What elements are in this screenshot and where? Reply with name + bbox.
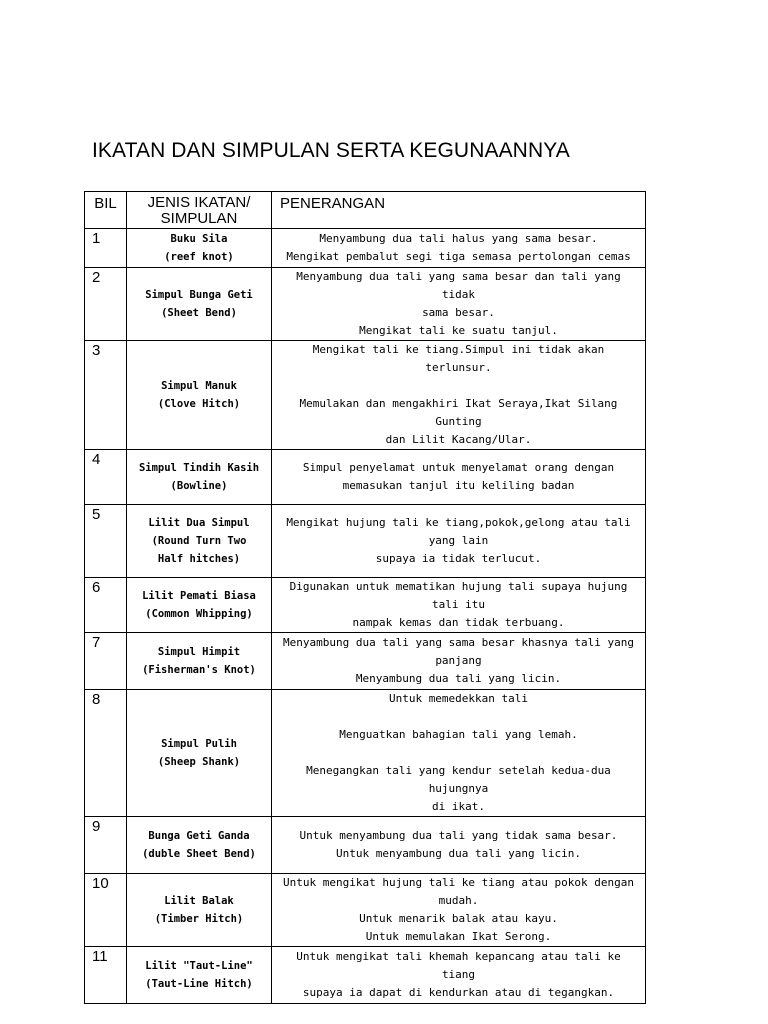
knot-name-cell xyxy=(127,947,272,1004)
knot-name-line: (Bowline) xyxy=(170,480,228,492)
table-row xyxy=(85,947,646,1004)
description-cell xyxy=(272,341,646,450)
description-line: Untuk mengikat tali khemah kepancang atau tali ke tiang xyxy=(296,950,621,981)
row-number: 3 xyxy=(85,341,127,450)
description-line: Untuk menyambung dua tali yang licin. xyxy=(335,847,582,860)
knot-name-line: (Clove Hitch) xyxy=(157,398,241,410)
description-line: Mengikat hujung tali ke tiang,pokok,gelong atau tali yang lain xyxy=(286,516,631,547)
table-row xyxy=(85,817,646,874)
knot-name-line: Lilit Balak xyxy=(164,895,234,907)
knot-name-line: (Taut-Line Hitch) xyxy=(145,978,253,990)
description-line: Mengikat tali ke tiang.Simpul ini tidak akan terlunsur. xyxy=(312,343,605,374)
description-cell xyxy=(272,874,646,947)
table-row xyxy=(85,268,646,341)
knot-name-cell xyxy=(127,817,272,874)
table-row xyxy=(85,633,646,690)
knot-name-cell xyxy=(127,450,272,505)
table-row xyxy=(85,874,646,947)
row-number: 4 xyxy=(85,450,127,505)
description-spacer xyxy=(278,744,639,762)
knot-name-line: Simpul Himpit xyxy=(157,646,241,658)
knot-name-cell xyxy=(127,578,272,633)
knot-name-line: (duble Sheet Bend) xyxy=(142,848,256,860)
description-line: Mengikat pembalut segi tiga semasa pertolongan cemas xyxy=(286,250,631,263)
knot-name-line: Half hitches) xyxy=(157,553,241,565)
description-line: Menyambung dua tali yang sama besar khasnya tali yang xyxy=(283,636,634,649)
row-number: 5 xyxy=(85,505,127,578)
row-number: 8 xyxy=(85,690,127,817)
description-line: Simpul penyelamat untuk menyelamat orang dengan xyxy=(302,461,615,474)
knot-name-line: (Round Turn Two xyxy=(151,535,247,547)
knots-table xyxy=(84,191,646,1004)
row-number: 9 xyxy=(85,817,127,874)
knot-name-line: (Common Whipping) xyxy=(145,608,253,620)
description-spacer xyxy=(278,708,639,726)
knot-name-line: Simpul Manuk xyxy=(161,380,237,392)
table-row xyxy=(85,341,646,450)
description-line: mudah. xyxy=(438,894,479,907)
description-cell xyxy=(272,268,646,341)
description-line: Untuk menarik balak atau kayu. xyxy=(359,912,558,925)
description-line: Menyambung dua tali yang sama besar dan tali yang tidak xyxy=(296,270,621,301)
description-line: Menguatkan bahagian tali yang lemah. xyxy=(339,728,578,741)
knot-name-line: Simpul Tindih Kasih xyxy=(138,462,260,474)
header-penerangan: PENERANGAN xyxy=(272,192,646,229)
description-line: memasukan tanjul itu keliling badan xyxy=(342,479,575,492)
knot-name-line: Lilit Pemati Biasa xyxy=(142,590,256,602)
table-row xyxy=(85,690,646,817)
description-line: Menyambung dua tali halus yang sama besar. xyxy=(319,232,598,245)
description-line: Untuk memulakan Ikat Serong. xyxy=(365,930,552,943)
description-cell xyxy=(272,690,646,817)
description-cell xyxy=(272,633,646,690)
description-line: dan Lilit Kacang/Ular. xyxy=(385,433,532,446)
table-header-row xyxy=(85,192,646,229)
description-line: Untuk mengikat hujung tali ke tiang atau pokok dengan xyxy=(283,876,634,889)
row-number: 6 xyxy=(85,578,127,633)
knot-name-line: (Sheep Shank) xyxy=(157,756,241,768)
page-title: IKATAN DAN SIMPULAN SERTA KEGUNAANNYA xyxy=(92,139,570,162)
description-line: nampak kemas dan tidak terbuang. xyxy=(352,616,565,629)
knot-name-line: Buku Sila xyxy=(170,233,228,245)
row-number: 7 xyxy=(85,633,127,690)
description-line: panjang xyxy=(435,654,482,667)
description-cell xyxy=(272,450,646,505)
row-number: 1 xyxy=(85,229,127,268)
description-cell xyxy=(272,229,646,268)
knot-name-cell xyxy=(127,874,272,947)
knot-name-cell xyxy=(127,268,272,341)
knot-name-line: (reef knot) xyxy=(164,251,234,263)
description-cell xyxy=(272,817,646,874)
description-cell xyxy=(272,947,646,1004)
knot-name-line: Lilit "Taut-Line" xyxy=(145,960,253,972)
knot-name-line: (Sheet Bend) xyxy=(161,307,237,319)
knot-name-cell xyxy=(127,229,272,268)
knot-name-line: (Timber Hitch) xyxy=(154,913,244,925)
table-body xyxy=(85,229,646,1004)
table-row xyxy=(85,505,646,578)
row-number: 10 xyxy=(85,874,127,947)
description-line: di ikat. xyxy=(432,800,485,813)
description-line: Menyambung dua tali yang licin. xyxy=(355,672,562,685)
description-line: Untuk menyambung dua tali yang tidak sama besar. xyxy=(299,829,618,842)
knot-name-line: Simpul Bunga Geti xyxy=(145,289,253,301)
header-jenis-line2: SIMPULAN xyxy=(160,210,238,227)
description-line: Untuk memedekkan tali xyxy=(388,692,529,705)
knot-name-cell xyxy=(127,505,272,578)
header-jenis-line1: JENIS IKATAN/ xyxy=(147,194,251,211)
knot-name-cell xyxy=(127,690,272,817)
knot-name-line: Simpul Pulih xyxy=(161,738,237,750)
knot-name-cell xyxy=(127,341,272,450)
knot-name-line: (Fisherman's Knot) xyxy=(142,664,256,676)
table-row xyxy=(85,450,646,505)
header-bil: BIL xyxy=(85,192,127,229)
knot-name-line: Bunga Geti Ganda xyxy=(148,830,250,842)
description-spacer xyxy=(278,377,639,395)
header-jenis xyxy=(127,192,272,229)
knot-name-cell xyxy=(127,633,272,690)
table-row xyxy=(85,229,646,268)
row-number: 11 xyxy=(85,947,127,1004)
description-line: Menegangkan tali yang kendur setelah kedua-dua hujungnya xyxy=(306,764,611,795)
description-line: Mengikat tali ke suatu tanjul. xyxy=(359,324,558,337)
description-line: supaya ia tidak terlucut. xyxy=(375,552,542,565)
knot-name-line: Lilit Dua Simpul xyxy=(148,517,250,529)
description-line: sama besar. xyxy=(422,306,495,319)
description-line: Digunakan untuk mematikan hujung tali supaya hujung tali itu xyxy=(289,580,628,611)
description-line: supaya ia dapat di kendurkan atau di tegangkan. xyxy=(302,986,615,999)
row-number: 2 xyxy=(85,268,127,341)
description-cell xyxy=(272,505,646,578)
table-row xyxy=(85,578,646,633)
description-line: Memulakan dan mengakhiri Ikat Seraya,Ikat Silang Gunting xyxy=(299,397,618,428)
description-cell xyxy=(272,578,646,633)
